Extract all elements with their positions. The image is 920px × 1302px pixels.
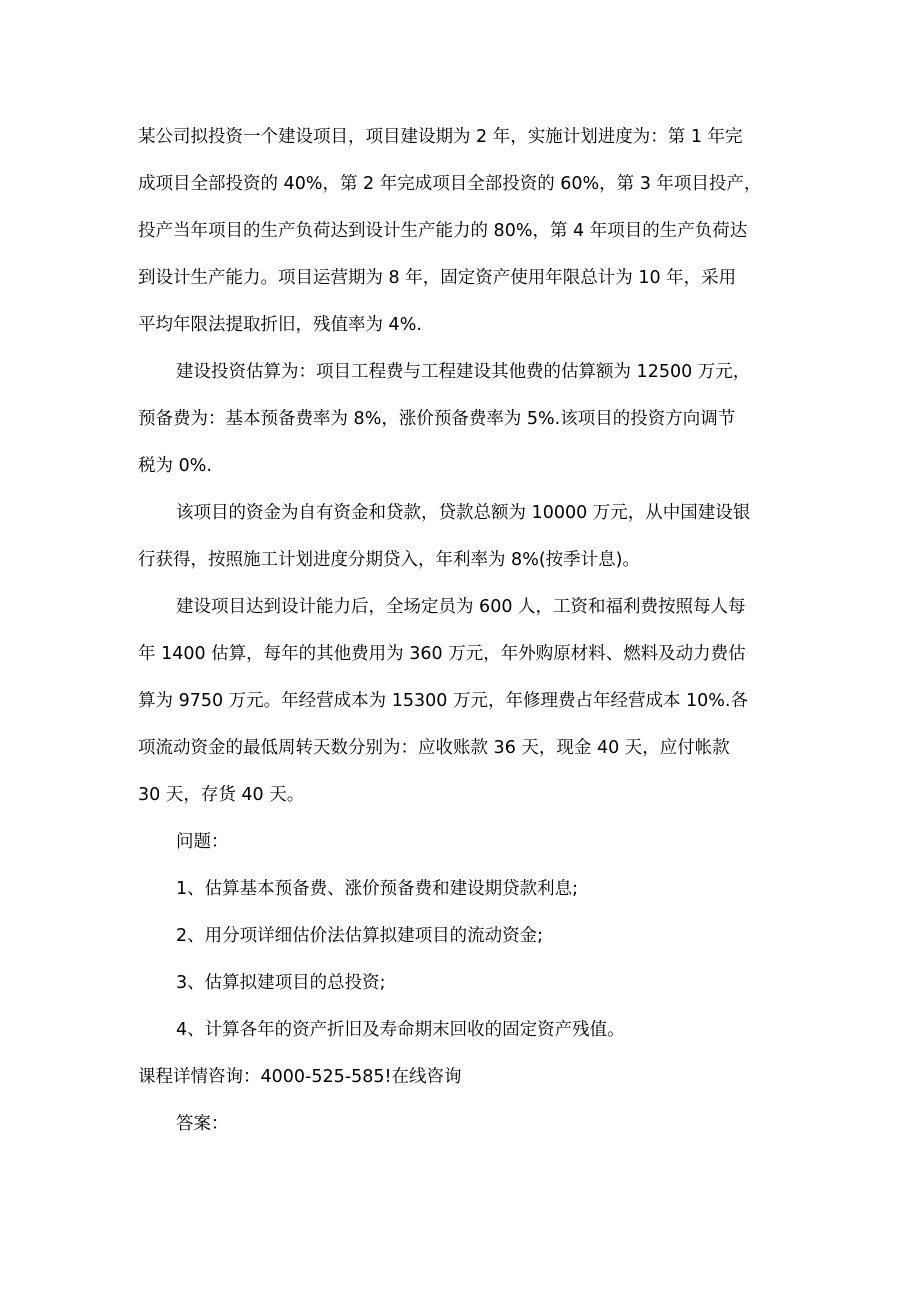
paragraph <box>138 114 798 349</box>
paragraph <box>138 490 798 584</box>
text-line: 年 1400 估算，每年的其他费用为 360 万元，年外购原材料、燃料及动力费估 <box>138 644 746 664</box>
paragraph <box>138 1101 798 1148</box>
paragraph <box>138 1007 798 1054</box>
text-line: 课程详情咨询：4000-525-585!在线咨询 <box>138 1067 462 1087</box>
paragraph <box>138 866 798 913</box>
text-line: 行获得，按照施工计划进度分期贷入，年利率为 8%(按季计息)。 <box>138 550 640 570</box>
paragraph <box>138 960 798 1007</box>
text-line: 建设项目达到设计能力后，全场定员为 600 人，工资和福利费按照每人每 <box>176 597 746 617</box>
text-line: 成项目全部投资的 40%，第 2 年完成项目全部投资的 60%，第 3 年项目投产， <box>138 174 762 194</box>
text-line: 算为 9750 万元。年经营成本为 15300 万元，年修理费占年经营成本 10%.各 <box>138 691 748 711</box>
text-line: 1、估算基本预备费、涨价预备费和建设期贷款利息; <box>176 879 579 899</box>
text-line: 投产当年项目的生产负荷达到设计生产能力的 80%，第 4 年项目的生产负荷达 <box>138 221 748 241</box>
text-line: 问题： <box>176 832 229 852</box>
text-line: 项流动资金的最低周转天数分别为：应收账款 36 天，现金 40 天，应付帐款 <box>138 738 730 758</box>
text-line: 4、计算各年的资产折旧及寿命期末回收的固定资产残值。 <box>176 1020 625 1040</box>
text-line: 该项目的资金为自有资金和贷款，贷款总额为 10000 万元，从中国建设银 <box>176 503 751 523</box>
paragraph <box>138 349 798 490</box>
text-line: 预备费为：基本预备费率为 8%，涨价预备费率为 5%.该项目的投资方向调节 <box>138 409 736 429</box>
document-body <box>138 114 798 1148</box>
text-line: 30 天，存货 40 天。 <box>138 785 305 805</box>
text-line: 平均年限法提取折旧，残值率为 4%. <box>138 315 422 335</box>
text-line: 到设计生产能力。项目运营期为 8 年，固定资产使用年限总计为 10 年，采用 <box>138 268 737 288</box>
paragraph <box>138 1054 798 1101</box>
paragraph <box>138 819 798 866</box>
paragraph <box>138 584 798 819</box>
text-line: 某公司拟投资一个建设项目，项目建设期为 2 年，实施计划进度为：第 1 年完 <box>138 127 743 147</box>
text-line: 2、用分项详细估价法估算拟建项目的流动资金; <box>176 926 544 946</box>
text-line: 答案： <box>176 1114 229 1134</box>
paragraph <box>138 913 798 960</box>
text-line: 税为 0%. <box>138 456 212 476</box>
text-line: 建设投资估算为：项目工程费与工程建设其他费的估算额为 12500 万元， <box>176 362 751 382</box>
text-line: 3、估算拟建项目的总投资; <box>176 973 386 993</box>
